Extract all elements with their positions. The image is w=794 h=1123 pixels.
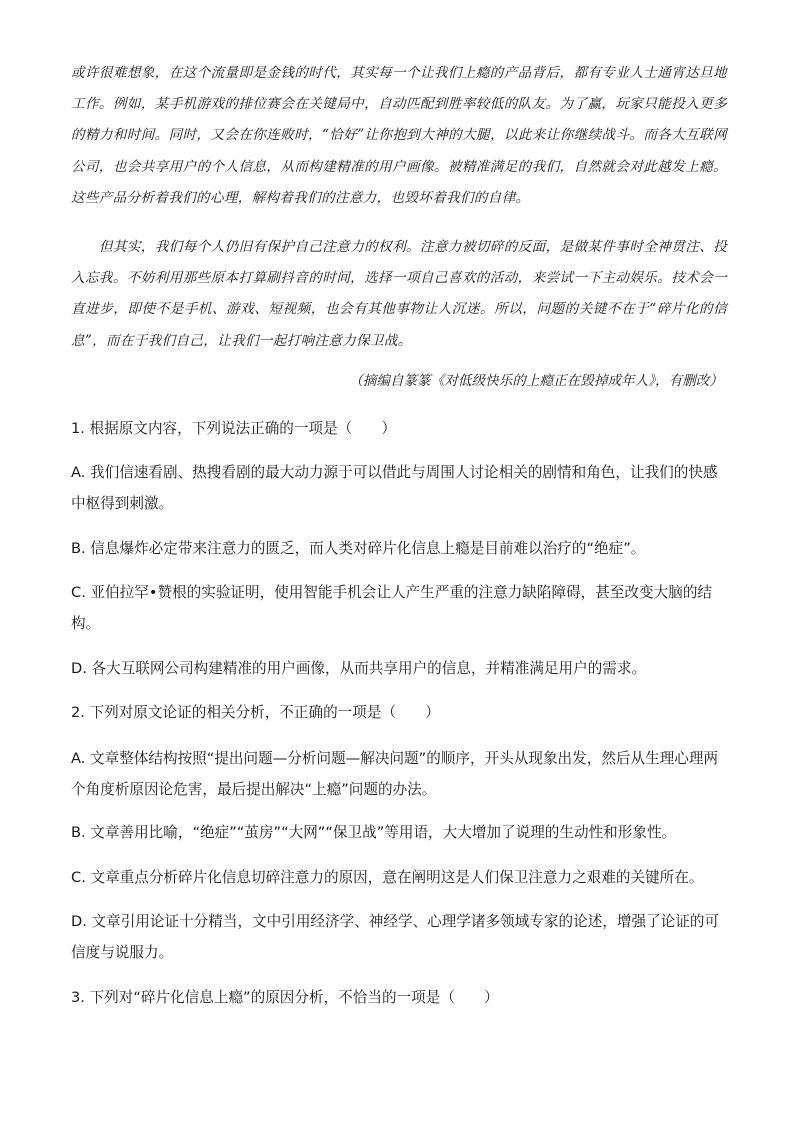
question-2-stem: 2. 下列对原文论证的相关分析，不正确的一项是（ ） <box>71 704 440 721</box>
question-3-stem: 3. 下列对“碎片化信息上瘾”的原因分析，不恰当的一项是（ ） <box>71 989 499 1006</box>
question-1-option-b: B. 信息爆炸必定带来注意力的匮乏，而人类对碎片化信息上瘾是目前难以治疗的“绝症”。 <box>71 540 646 557</box>
question-2-option-a: A. 文章整体结构按照“提出问题—分析问题—解决问题”的顺序，开头从现象出发，然后从生理心理两个角度析原因论危害，最后提出解决“上瘾”问题的办法。 <box>71 750 719 798</box>
question-1-option-c: C. 亚伯拉罕•赞根的实验证明，使用智能手机会让人产生严重的注意力缺陷障碍，甚至改变大脑的结构。 <box>71 584 713 632</box>
question-2-option-b: B. 文章善用比喻，“绝症”“茧房”“大网”“保卫战”等用语，大大增加了说理的生动性和形象性。 <box>71 824 677 841</box>
question-1-option-a: A. 我们信速看剧、热搜看剧的最大动力源于可以借此与周围人讨论相关的剧情和角色，让我们的快感中枢得到刺激。 <box>71 464 718 512</box>
passage-paragraph: 但其实，我们每个人仍旧有保护自己注意力的权利。注意力被切碎的反面，是做某件事时全神贯注、投入忘我。不妨利用那些原本打算刷抖音的时间，选择一项自己喜欢的活动，来尝试一下主动娱乐。技术会一直进步，即使不是手机、游戏、短视频，也会有其他事物让人沉迷。所以，问题的关键不在于“碎片化的信息”，而在于我们自己，让我们一起打响注意力保卫战。 <box>71 239 727 349</box>
question-1-stem: 1. 根据原文内容，下列说法正确的一项是（ ） <box>71 420 397 437</box>
question-1-option-d: D. 各大互联网公司构建精准的用户画像，从而共享用户的信息，并精准满足用户的需求。 <box>71 660 647 677</box>
source-citation: （摘编自篆篆《对低级快乐的上瘾正在毁掉成年人》，有删改） <box>349 373 723 389</box>
question-2-option-c: C. 文章重点分析碎片化信息切碎注意力的原因，意在阐明这是人们保卫注意力之艰难的关键所在。 <box>71 869 704 886</box>
question-2-option-d: D. 文章引用论证十分精当，文中引用经济学、神经学、心理学诸多领域专家的论述，增强了论证的可信度与说服力。 <box>71 913 720 961</box>
passage-paragraph: 或许很难想象，在这个流量即是金钱的时代，其实每一个让我们上瘾的产品背后，都有专业人士通宵达旦地工作。例如，某手机游戏的排位赛会在关键局中，自动匹配到胜率较低的队友。为了赢，玩家只能投入更多的精力和时间。同时，又会在你连败时，“恰好”让你抱到大神的大腿，以此来让你继续战斗。而各大互联网公司，也会共享用户的个人信息，从而构建精准的用户画像。被精准满足的我们，自然就会对此越发上瘾。这些产品分析着我们的心理，解构着我们的注意力，也毁坏着我们的自律。 <box>71 65 727 206</box>
